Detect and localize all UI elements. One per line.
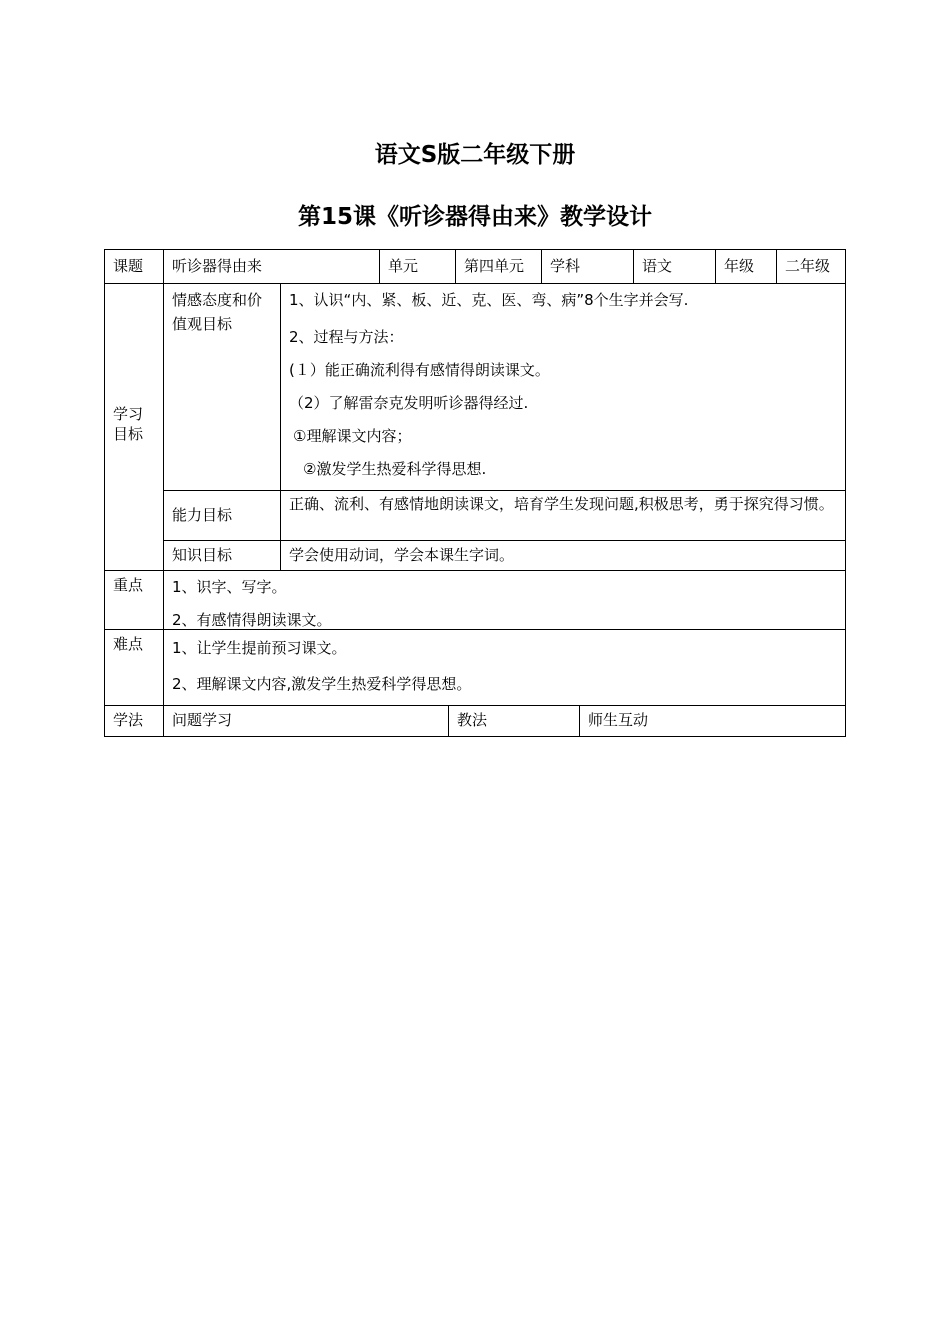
subrow-emotion [164,284,846,490]
cell-key-points-label: 重点 [105,571,164,629]
cell-subject-label: 学科 [542,250,634,283]
key-point-line-2: 2、有感情得朗读课文。 [172,611,332,629]
cell-topic-label: 课题 [105,250,164,283]
emotion-line-6: ②激发学生热爱科学得思想. [303,460,487,478]
cell-topic-value: 听诊器得由来 [164,250,380,283]
cell-objectives-label [105,284,164,570]
emotion-label-text: 情感态度和价值观目标 [172,291,263,333]
emotion-line-5: ①理解课文内容； [293,427,412,445]
lesson-plan-table [104,249,846,737]
cell-teach-method-value: 师生互动 [580,706,846,736]
difficulty-line-2: 2、理解课文内容,激发学生热爱科学得思想。 [172,675,472,693]
objectives-subtable [164,284,846,570]
emotion-line-3: (１）能正确流利得有感情得朗读课文。 [289,361,550,379]
table-row-methods [104,705,846,737]
cell-unit-label: 单元 [380,250,456,283]
table-row-objectives [104,283,846,570]
emotion-line-2: 2、过程与方法： [289,328,404,346]
objectives-label-text: 学习目标 [113,405,144,443]
lesson-title: 第15课《听诊器得由来》教学设计 [297,204,652,230]
cell-difficulties-content [164,630,846,705]
cell-emotion-content [281,284,846,490]
subrow-ability [164,490,846,540]
cell-grade-label: 年级 [716,250,777,283]
table-row-key-points [104,570,846,629]
cell-knowledge-content: 学会使用动词，学会本课生字词。 [281,541,846,570]
cell-subject-value: 语文 [634,250,716,283]
cell-emotion-label [164,284,281,490]
table-row-header [104,249,846,283]
difficulty-line-1: 1、让学生提前预习课文。 [172,639,347,657]
cell-grade-value: 二年级 [777,250,846,283]
document-title: 语文S版二年级下册 [374,142,576,168]
cell-study-method-value: 问题学习 [164,706,449,736]
cell-difficulties-label: 难点 [105,630,164,705]
table-row-difficulties [104,629,846,705]
cell-ability-label: 能力目标 [164,491,281,540]
emotion-line-4: （2）了解雷奈克发明听诊器得经过. [289,394,529,412]
cell-teach-method-label: 教法 [449,706,580,736]
cell-knowledge-label: 知识目标 [164,541,281,570]
emotion-line-1: 1、认识“内、紧、板、近、克、医、弯、病”8个生字并会写. [289,291,689,309]
cell-unit-value: 第四单元 [456,250,542,283]
subrow-knowledge [164,540,846,570]
cell-key-points-content [164,571,846,629]
cell-ability-content: 正确、流利、有感情地朗读课文，培育学生发现问题,积极思考，勇于探究得习惯。 [281,491,846,540]
cell-study-method-label: 学法 [105,706,164,736]
key-point-line-1: 1、识字、写字。 [172,578,287,596]
